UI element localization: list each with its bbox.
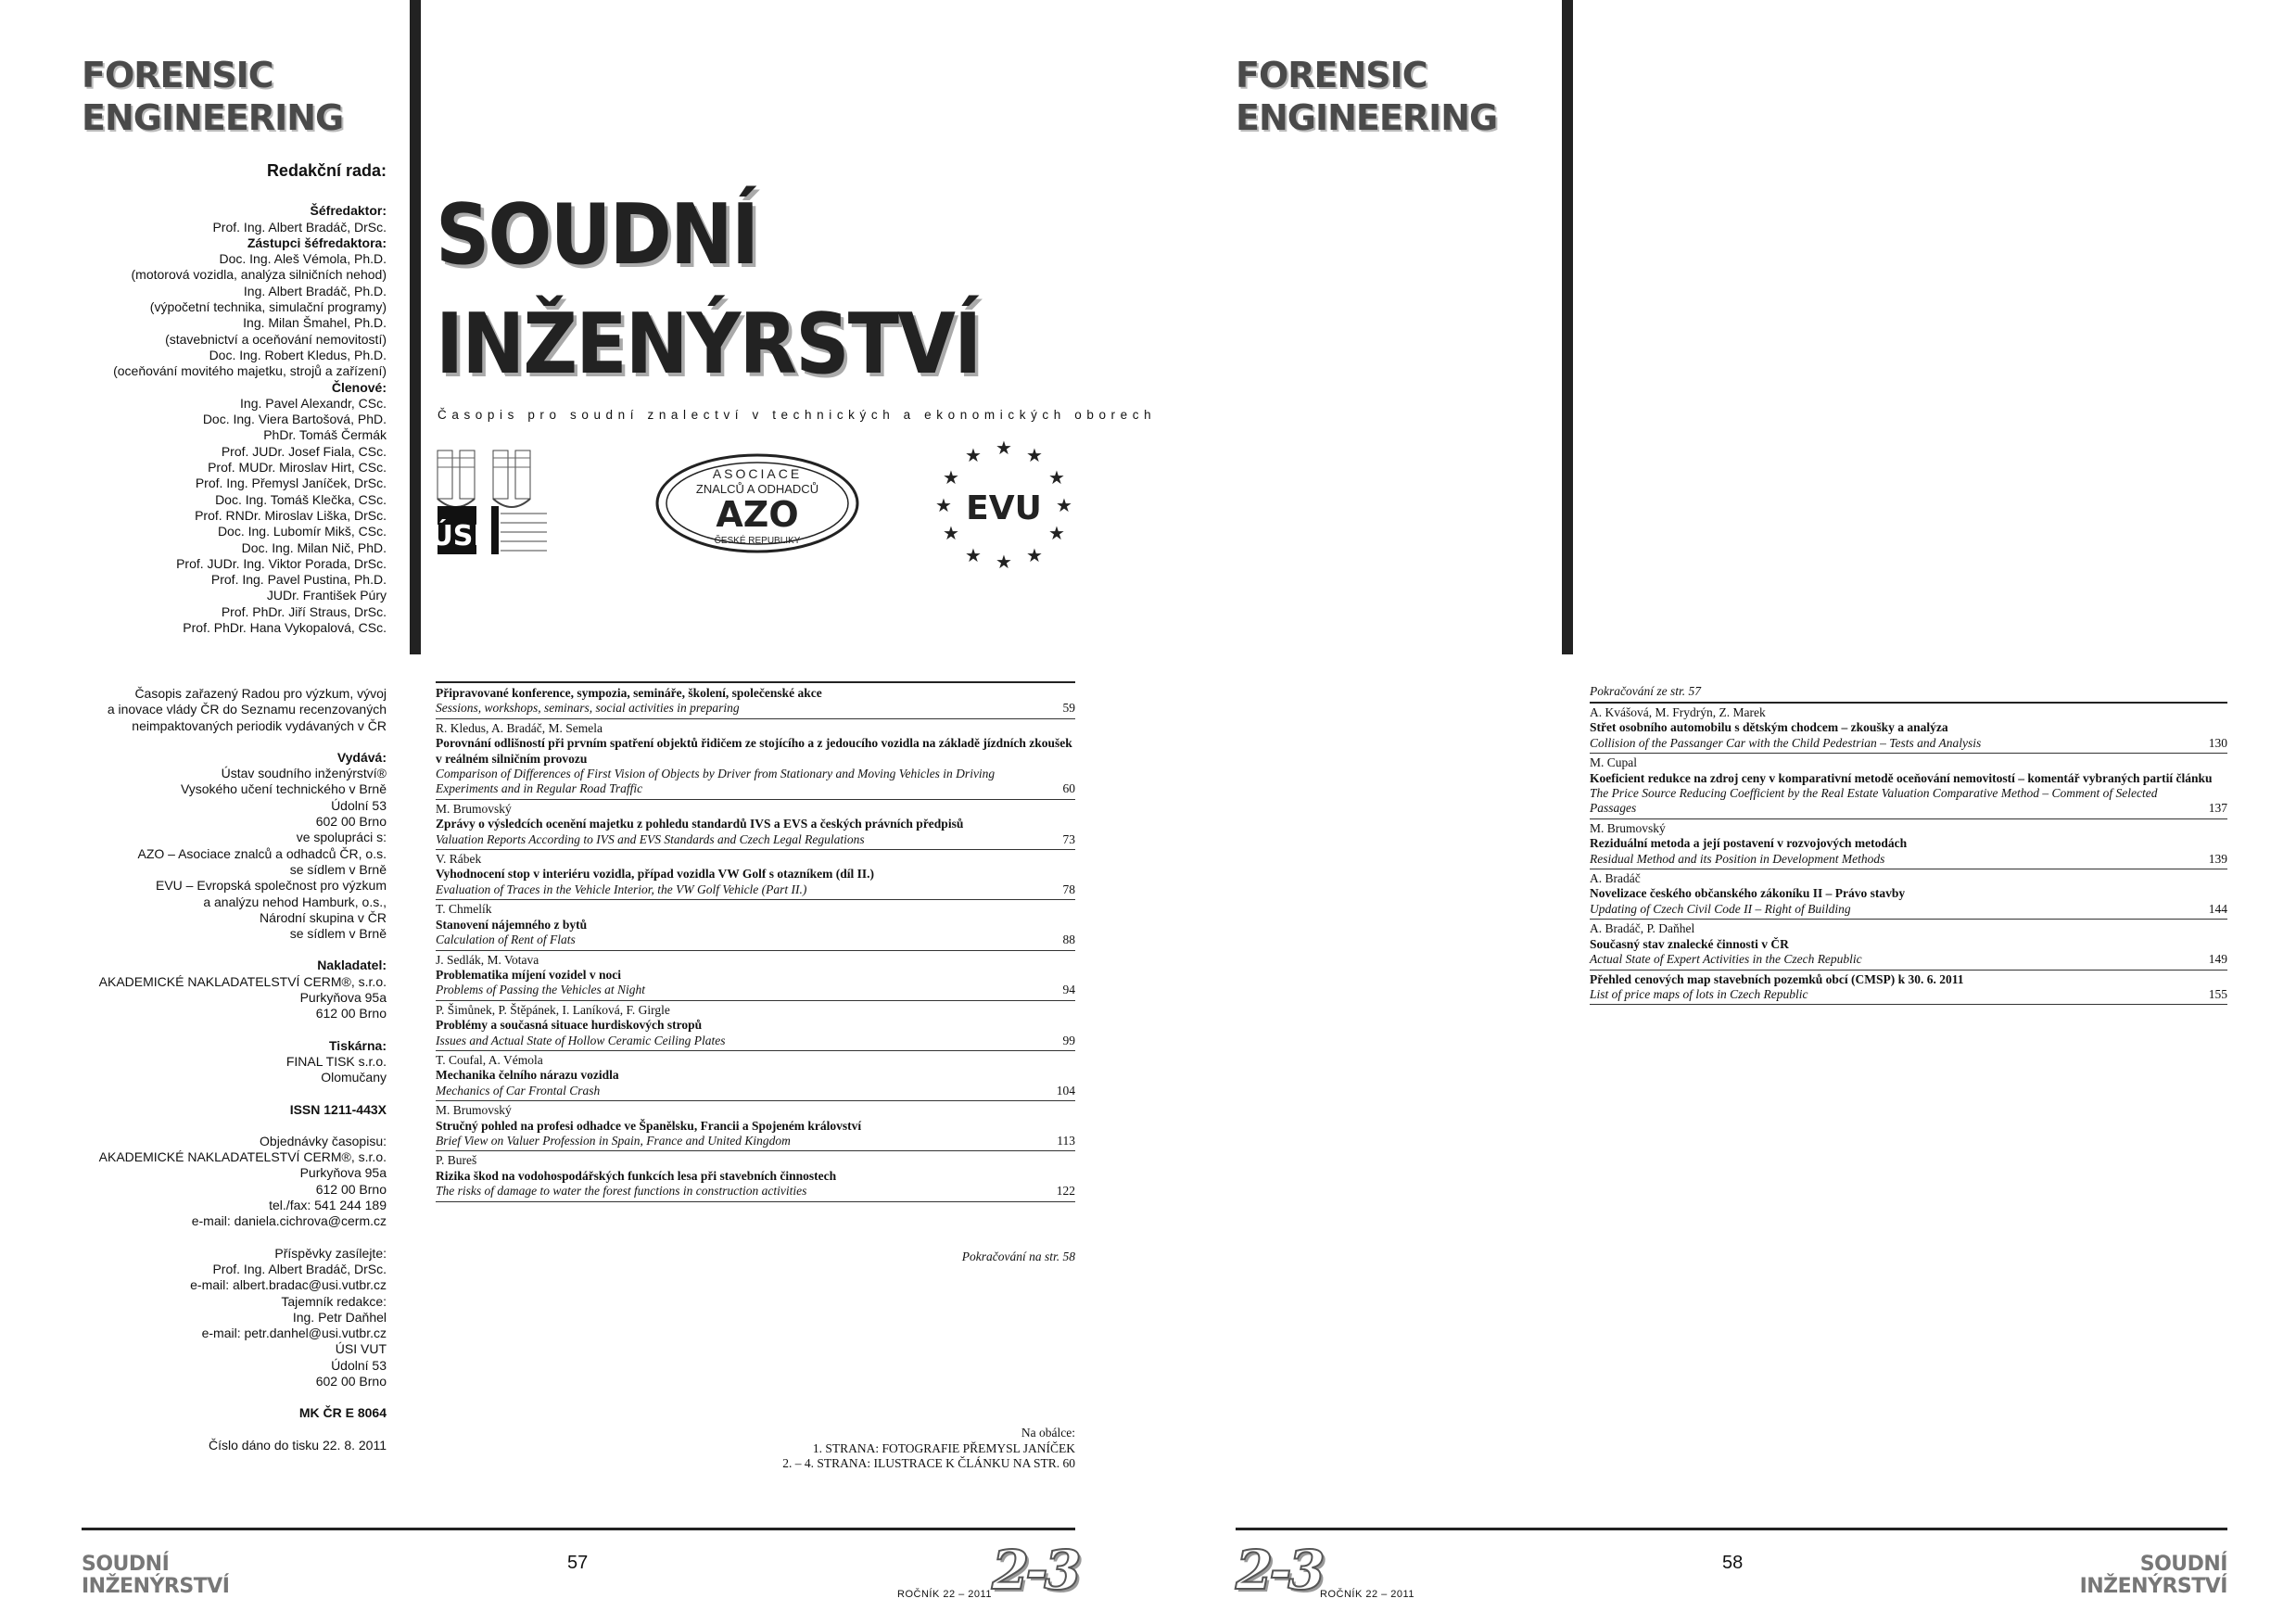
issue-number-right: 2-3 bbox=[1236, 1539, 1322, 1602]
azo-logo bbox=[654, 452, 860, 554]
print-line: Olomučany bbox=[321, 1070, 387, 1085]
toc-page-number: 94 bbox=[1062, 983, 1075, 997]
toc-english-title: Calculation of Rent of Flats bbox=[436, 933, 576, 947]
deputy-line: (stavebnictví a oceňování nemovitostí) bbox=[165, 331, 387, 347]
member-line: JUDr. František Púry bbox=[266, 588, 387, 603]
usi-text: ÚSI bbox=[436, 520, 484, 552]
toc-authors: A. Bradáč, P. Daňhel bbox=[1590, 921, 1695, 936]
toc-entry[interactable] bbox=[436, 1051, 1075, 1101]
footer-logo-line2: INŽENÝRSTVÍ bbox=[2079, 1575, 2227, 1598]
toc-right bbox=[1590, 704, 2227, 1005]
board-heading: Redakční rada: bbox=[266, 161, 387, 180]
footer-logo-line1: SOUDNÍ bbox=[82, 1553, 170, 1576]
toc-title: Současný stav znalecké činnosti v ČR bbox=[1590, 936, 1789, 951]
toc-title: Problematika míjení vozidel v noci bbox=[436, 967, 621, 982]
toc-page-number: 104 bbox=[1056, 1083, 1075, 1097]
toc-english-title: Collision of the Passanger Car with the Child Pedestrian – Tests and Analysis bbox=[1590, 735, 1982, 750]
toc-title: Problémy a současná situace hurdiskových stropů bbox=[436, 1018, 703, 1033]
deputy-line: (oceňování movitého majetku, strojů a zařízení) bbox=[113, 363, 387, 379]
member-line: Doc. Ing. Viera Bartošová, PhD. bbox=[202, 412, 387, 427]
star-icon: ★ bbox=[996, 438, 1012, 459]
publisher-line: AZO – Asociace znalců a odhadců ČR, o.s. bbox=[137, 845, 387, 861]
deputy-line: Doc. Ing. Aleš Vémola, Ph.D. bbox=[219, 251, 387, 267]
issn: ISSN 1211-443X bbox=[289, 1101, 387, 1117]
toc-entry[interactable] bbox=[436, 1151, 1075, 1201]
publisher-line: Údolní 53 bbox=[331, 797, 387, 813]
toc-page-number: 130 bbox=[2208, 735, 2227, 750]
member-line: Prof. Ing. Pavel Pustina, Ph.D. bbox=[210, 572, 387, 588]
toc-page-number: 73 bbox=[1062, 831, 1075, 846]
imprint-intro: a inovace vlády ČR do Seznamu recenzovaných bbox=[107, 702, 387, 717]
publisher-line: se sídlem v Brně bbox=[289, 926, 387, 942]
toc-english-title: Valuation Reports According to IVS and EVS Standards and Czech Legal Regulations bbox=[436, 831, 865, 846]
contrib-email[interactable]: e-mail: petr.danhel@usi.vutbr.cz bbox=[201, 1326, 387, 1341]
deputy-label: Zástupci šéfredaktora: bbox=[247, 235, 387, 250]
toc-title: Koeficient redukce na zdroj ceny v komparativní metodě oceňování nemovitostí – komentář vybraných partií článku bbox=[1590, 770, 2213, 785]
toc-authors: A. Kvášová, M. Frydrýn, Z. Marek bbox=[1590, 705, 1766, 719]
star-icon: ★ bbox=[1026, 446, 1043, 466]
toc-authors: P. Bureš bbox=[436, 1153, 477, 1168]
print-label: Tiskárna: bbox=[329, 1037, 387, 1053]
deputy-line: Ing. Milan Šmahel, Ph.D. bbox=[243, 315, 387, 331]
nakladatel-line: 612 00 Brno bbox=[315, 1006, 387, 1021]
toc-english-title: Evaluation of Traces in the Vehicle Interior, the VW Golf Vehicle (Part II.) bbox=[436, 882, 807, 896]
toc-english-title: Mechanics of Car Frontal Crash bbox=[436, 1083, 601, 1097]
volume-year-left: ROČNÍK 22 – 2011 bbox=[897, 1589, 992, 1600]
journal-title-line1: SOUDNÍ bbox=[436, 186, 758, 284]
publisher-line: Vysokého učení technického v Brně bbox=[180, 781, 387, 797]
forensic-line1: FORENSIC bbox=[1236, 55, 1427, 95]
page-number-right: 58 bbox=[1722, 1553, 1744, 1573]
volume-year-right: ROČNÍK 22 – 2011 bbox=[1320, 1589, 1414, 1600]
member-line: Prof. PhDr. Hana Vykopalová, CSc. bbox=[183, 620, 387, 636]
member-line: PhDr. Tomáš Čermák bbox=[263, 427, 387, 443]
journal-subtitle: Časopis pro soudní znalectví v technických a ekonomických oborech bbox=[438, 408, 1157, 422]
publisher-line: ve spolupráci s: bbox=[296, 830, 387, 845]
footer-rule-left bbox=[82, 1528, 1075, 1530]
orders-line: Purkyňova 95a bbox=[299, 1165, 387, 1181]
toc-authors: R. Kledus, A. Bradáč, M. Semela bbox=[436, 720, 603, 735]
cover-note-line: Na obálce: bbox=[1021, 1426, 1075, 1440]
deputy-line: Doc. Ing. Robert Kledus, Ph.D. bbox=[209, 347, 387, 362]
toc-entry[interactable] bbox=[1590, 920, 2227, 970]
toc-left bbox=[436, 684, 1075, 1202]
toc-entry[interactable] bbox=[436, 800, 1075, 850]
azo-main-text: AZO bbox=[716, 494, 799, 535]
contrib-email[interactable]: e-mail: albert.bradac@usi.vutbr.cz bbox=[190, 1277, 387, 1293]
toc-title: Mechanika čelního nárazu vozidla bbox=[436, 1068, 619, 1083]
toc-page-number: 113 bbox=[1057, 1133, 1075, 1148]
footer-rule-right bbox=[1236, 1528, 2227, 1530]
cover-note-line: 1. STRANA: FOTOGRAFIE PŘEMYSL JANÍČEK bbox=[812, 1440, 1075, 1455]
azo-logo-graphic bbox=[654, 452, 860, 554]
toc-english-title: List of price maps of lots in Czech Republic bbox=[1590, 986, 1808, 1001]
journal-title bbox=[436, 181, 980, 400]
toc-title: Zprávy o výsledcích ocenění majetku z pohledu standardů IVS a EVS a českých právních předpisů bbox=[436, 817, 964, 831]
imprint-intro: neimpaktovaných periodik vydávaných v ČR bbox=[132, 717, 387, 733]
toc-page-number: 99 bbox=[1062, 1033, 1075, 1047]
footer-logo-line2: INŽENÝRSTVÍ bbox=[82, 1575, 230, 1598]
members-label: Členové: bbox=[331, 379, 387, 395]
member-line: Prof. RNDr. Miroslav Liška, DrSc. bbox=[195, 507, 387, 523]
toc-entry[interactable] bbox=[1590, 971, 2227, 1006]
toc-page-number: 59 bbox=[1062, 701, 1075, 716]
member-line: Doc. Ing. Milan Nič, PhD. bbox=[241, 539, 387, 555]
nakladatel-line: Purkyňova 95a bbox=[299, 990, 387, 1006]
toc-entry[interactable] bbox=[436, 951, 1075, 1001]
publisher-line: Národní skupina v ČR bbox=[260, 909, 387, 925]
nakladatel-label: Nakladatel: bbox=[317, 958, 387, 973]
member-line: Doc. Ing. Lubomír Mikš, CSc. bbox=[217, 524, 387, 539]
member-line: Prof. MUDr. Miroslav Hirt, CSc. bbox=[208, 460, 387, 476]
toc-authors: M. Brumovský bbox=[436, 1103, 512, 1118]
star-icon: ★ bbox=[935, 496, 952, 516]
member-line: Prof. Ing. Přemysl Janíček, DrSc. bbox=[195, 476, 387, 491]
editorial-board bbox=[34, 163, 387, 636]
star-icon: ★ bbox=[996, 552, 1012, 570]
toc-title: Vyhodnocení stop v interiéru vozidla, případ vozidla VW Golf s otazníkem (díl II.) bbox=[436, 867, 875, 882]
toc-continued-from: Pokračování ze str. 57 bbox=[1590, 684, 1701, 698]
contrib-line: ÚSI VUT bbox=[335, 1341, 387, 1357]
toc-english-title: Brief View on Valuer Profession in Spain, France and United Kingdom bbox=[436, 1133, 791, 1148]
forensic-engineering-logo bbox=[82, 54, 343, 139]
member-line: Prof. JUDr. Ing. Viktor Porada, DrSc. bbox=[176, 555, 387, 571]
toc-entry[interactable] bbox=[1590, 819, 2227, 869]
toc-page-number: 137 bbox=[2208, 801, 2227, 816]
toc-page-number: 60 bbox=[1062, 781, 1075, 796]
usi-logo bbox=[436, 449, 556, 558]
publisher-line: EVU – Evropská společnost pro výzkum bbox=[156, 878, 387, 894]
star-icon: ★ bbox=[1056, 496, 1072, 516]
toc-page-number: 144 bbox=[2208, 901, 2227, 916]
deputy-line: (výpočetní technika, simulační programy) bbox=[149, 299, 387, 315]
toc-entry[interactable] bbox=[436, 684, 1075, 719]
toc-title: Novelizace českého občanského zákoníku II – Právo stavby bbox=[1590, 886, 1906, 901]
print-line: FINAL TISK s.r.o. bbox=[285, 1053, 387, 1069]
azo-mid-text: ZNALCŮ A ODHADCŮ bbox=[695, 482, 819, 496]
toc-page-number: 139 bbox=[2208, 851, 2227, 866]
forensic-line1: FORENSIC bbox=[82, 55, 273, 95]
toc-authors: T. Chmelík bbox=[436, 902, 492, 917]
orders-line: tel./fax: 541 244 189 bbox=[269, 1198, 387, 1213]
toc-authors: P. Šimůnek, P. Štěpánek, I. Laníková, F. Girgle bbox=[436, 1002, 670, 1017]
toc-page-number: 88 bbox=[1062, 933, 1075, 947]
contrib-line: Prof. Ing. Albert Bradáč, DrSc. bbox=[212, 1261, 387, 1276]
publisher-line: a analýzu nehod Hamburk, o.s., bbox=[203, 894, 387, 909]
toc-title: Přehled cenových map stavebních pozemků obcí (CMSP) k 30. 6. 2011 bbox=[1590, 971, 1964, 986]
contrib-line: Ing. Petr Daňhel bbox=[292, 1309, 387, 1325]
toc-english-title: The Price Source Reducing Coefficient by the Real Estate Valuation Comparative Method – Comment of Selected Passages bbox=[1590, 786, 2158, 816]
toc-english-title: Problems of Passing the Vehicles at Night bbox=[436, 983, 645, 997]
member-line: Ing. Pavel Alexandr, CSc. bbox=[240, 395, 387, 411]
forensic-line2: ENGINEERING bbox=[1236, 97, 1498, 138]
toc-english-title: Actual State of Expert Activities in the Czech Republic bbox=[1590, 952, 1862, 967]
star-icon: ★ bbox=[943, 524, 959, 544]
forensic-line2: ENGINEERING bbox=[82, 97, 344, 138]
toc-title: Porovnání odlišností při prvním spatření objektů řidičem ze stojícího a z jedoucího vozidla na základě jízdních zkoušek v reálném silničním provozu bbox=[436, 736, 1072, 766]
footer-logo-left bbox=[82, 1554, 229, 1598]
toc-entry[interactable] bbox=[436, 1101, 1075, 1151]
toc-english-title: Sessions, workshops, seminars, social activities in preparing bbox=[436, 701, 740, 716]
member-line: Doc. Ing. Tomáš Klečka, CSc. bbox=[215, 491, 387, 507]
deputy-line: (motorová vozidla, analýza silničních nehod) bbox=[131, 267, 387, 283]
star-icon: ★ bbox=[965, 446, 982, 466]
toc-english-title: Comparison of Differences of First Vision of Objects by Driver from Stationary and Moving Vehicles in Driving Experiments and in Regular Road Traffic bbox=[436, 767, 996, 796]
toc-authors: M. Cupal bbox=[1590, 755, 1638, 770]
star-icon: ★ bbox=[1026, 546, 1043, 566]
member-line: Prof. PhDr. Jiří Straus, DrSc. bbox=[221, 603, 387, 619]
toc-english-title: Issues and Actual State of Hollow Ceramic Ceiling Plates bbox=[436, 1033, 726, 1047]
orders-line: AKADEMICKÉ NAKLADATELSTVÍ CERM®, s.r.o. bbox=[98, 1149, 387, 1165]
toc-authors: V. Rábek bbox=[436, 852, 482, 867]
journal-title-line2: INŽENÝRSTVÍ bbox=[436, 296, 981, 393]
footer-logo-line1: SOUDNÍ bbox=[2139, 1553, 2227, 1576]
toc-page-number: 149 bbox=[2208, 952, 2227, 967]
toc-title: Střet osobního automobilu s dětským chodcem – zkoušky a analýza bbox=[1590, 720, 1948, 735]
page-number-left: 57 bbox=[567, 1553, 589, 1573]
chief-name: Prof. Ing. Albert Bradáč, DrSc. bbox=[212, 219, 387, 235]
toc-title: Rizika škod na vodohospodářských funkcích lesa při stavebních činnostech bbox=[436, 1168, 837, 1183]
toc-page-number: 78 bbox=[1062, 882, 1075, 896]
azo-bottom-text: ČESKÉ REPUBLIKY bbox=[714, 536, 801, 546]
deputy-line: Ing. Albert Bradáč, Ph.D. bbox=[243, 283, 387, 298]
toc-title: Stanovení nájemného z bytů bbox=[436, 917, 588, 932]
toc-entry[interactable] bbox=[436, 1001, 1075, 1051]
footer-logo-right bbox=[2080, 1554, 2227, 1598]
star-icon: ★ bbox=[1048, 524, 1065, 544]
left-vertical-bar bbox=[410, 0, 421, 654]
evu-text: EVU bbox=[966, 489, 1042, 527]
azo-top-text: ASOCIACE bbox=[712, 466, 803, 481]
star-icon: ★ bbox=[1048, 468, 1065, 488]
toc-title: Připravované konference, sympozia, semináře, školení, společenské akce bbox=[436, 686, 822, 700]
contrib-line: Údolní 53 bbox=[331, 1357, 387, 1373]
toc-continued-note: Pokračování na str. 58 bbox=[961, 1250, 1075, 1263]
imprint-intro: Časopis zařazený Radou pro výzkum, vývoj bbox=[134, 686, 387, 701]
toc-english-title: Residual Method and its Position in Development Methods bbox=[1590, 851, 1885, 866]
toc-entry[interactable] bbox=[1590, 869, 2227, 920]
imprint bbox=[0, 686, 387, 1453]
toc-entry[interactable] bbox=[436, 850, 1075, 900]
orders-line: Objednávky časopisu: bbox=[260, 1133, 387, 1148]
toc-entry[interactable] bbox=[1590, 754, 2227, 819]
evu-logo bbox=[934, 436, 1073, 570]
chief-label: Šéfredaktor: bbox=[310, 203, 387, 219]
toc-authors: A. Bradáč bbox=[1590, 871, 1641, 886]
cover-note bbox=[649, 1426, 1075, 1472]
nakladatel-line: AKADEMICKÉ NAKLADATELSTVÍ CERM®, s.r.o. bbox=[98, 973, 387, 989]
toc-entry[interactable] bbox=[1590, 704, 2227, 754]
toc-authors: J. Sedlák, M. Votava bbox=[436, 952, 539, 967]
member-line: Prof. JUDr. Josef Fiala, CSc. bbox=[221, 443, 387, 459]
issue-number-left: 2-3 bbox=[992, 1539, 1078, 1602]
toc-english-title: The risks of damage to water the forest functions in construction activities bbox=[436, 1184, 807, 1199]
print-date: Číslo dáno do tisku 22. 8. 2011 bbox=[209, 1437, 387, 1453]
toc-authors: T. Coufal, A. Vémola bbox=[436, 1052, 543, 1067]
toc-authors: M. Brumovský bbox=[1590, 820, 1666, 835]
toc-authors: M. Brumovský bbox=[436, 801, 512, 816]
toc-entry[interactable] bbox=[436, 900, 1075, 950]
orders-line: 612 00 Brno bbox=[315, 1181, 387, 1197]
publisher-line: 602 00 Brno bbox=[315, 814, 387, 830]
toc-page-number: 122 bbox=[1056, 1184, 1075, 1199]
star-icon: ★ bbox=[965, 546, 982, 566]
toc-top-rule bbox=[436, 681, 1075, 683]
toc-title: Stručný pohled na profesi odhadce ve Španělsku, Francii a Spojeném království bbox=[436, 1118, 862, 1133]
mk-registration: MK ČR E 8064 bbox=[298, 1405, 387, 1421]
contrib-line: 602 00 Brno bbox=[315, 1373, 387, 1389]
publisher-label: Vydává: bbox=[336, 749, 387, 765]
toc-english-title: Updating of Czech Civil Code II – Right of Building bbox=[1590, 901, 1851, 916]
contrib-line: Příspěvky zasílejte: bbox=[274, 1245, 387, 1261]
toc-entry[interactable] bbox=[436, 719, 1075, 800]
cover-note-line: 2. – 4. STRANA: ILUSTRACE K ČLÁNKU NA STR. 60 bbox=[782, 1456, 1075, 1470]
publisher-line: se sídlem v Brně bbox=[289, 861, 387, 877]
right-vertical-bar bbox=[1562, 0, 1573, 654]
evu-logo-graphic bbox=[934, 436, 1073, 570]
toc-page-number: 155 bbox=[2208, 986, 2227, 1001]
contrib-line: Tajemník redakce: bbox=[281, 1293, 387, 1309]
orders-email[interactable]: e-mail: daniela.cichrova@cerm.cz bbox=[191, 1213, 387, 1229]
toc-title: Reziduální metoda a její postavení v rozvojových metodách bbox=[1590, 836, 1908, 851]
forensic-engineering-logo-right bbox=[1236, 54, 1497, 139]
publisher-line: Ústav soudního inženýrství® bbox=[221, 766, 387, 781]
star-icon: ★ bbox=[943, 468, 959, 488]
usi-logo-graphic bbox=[436, 449, 556, 558]
